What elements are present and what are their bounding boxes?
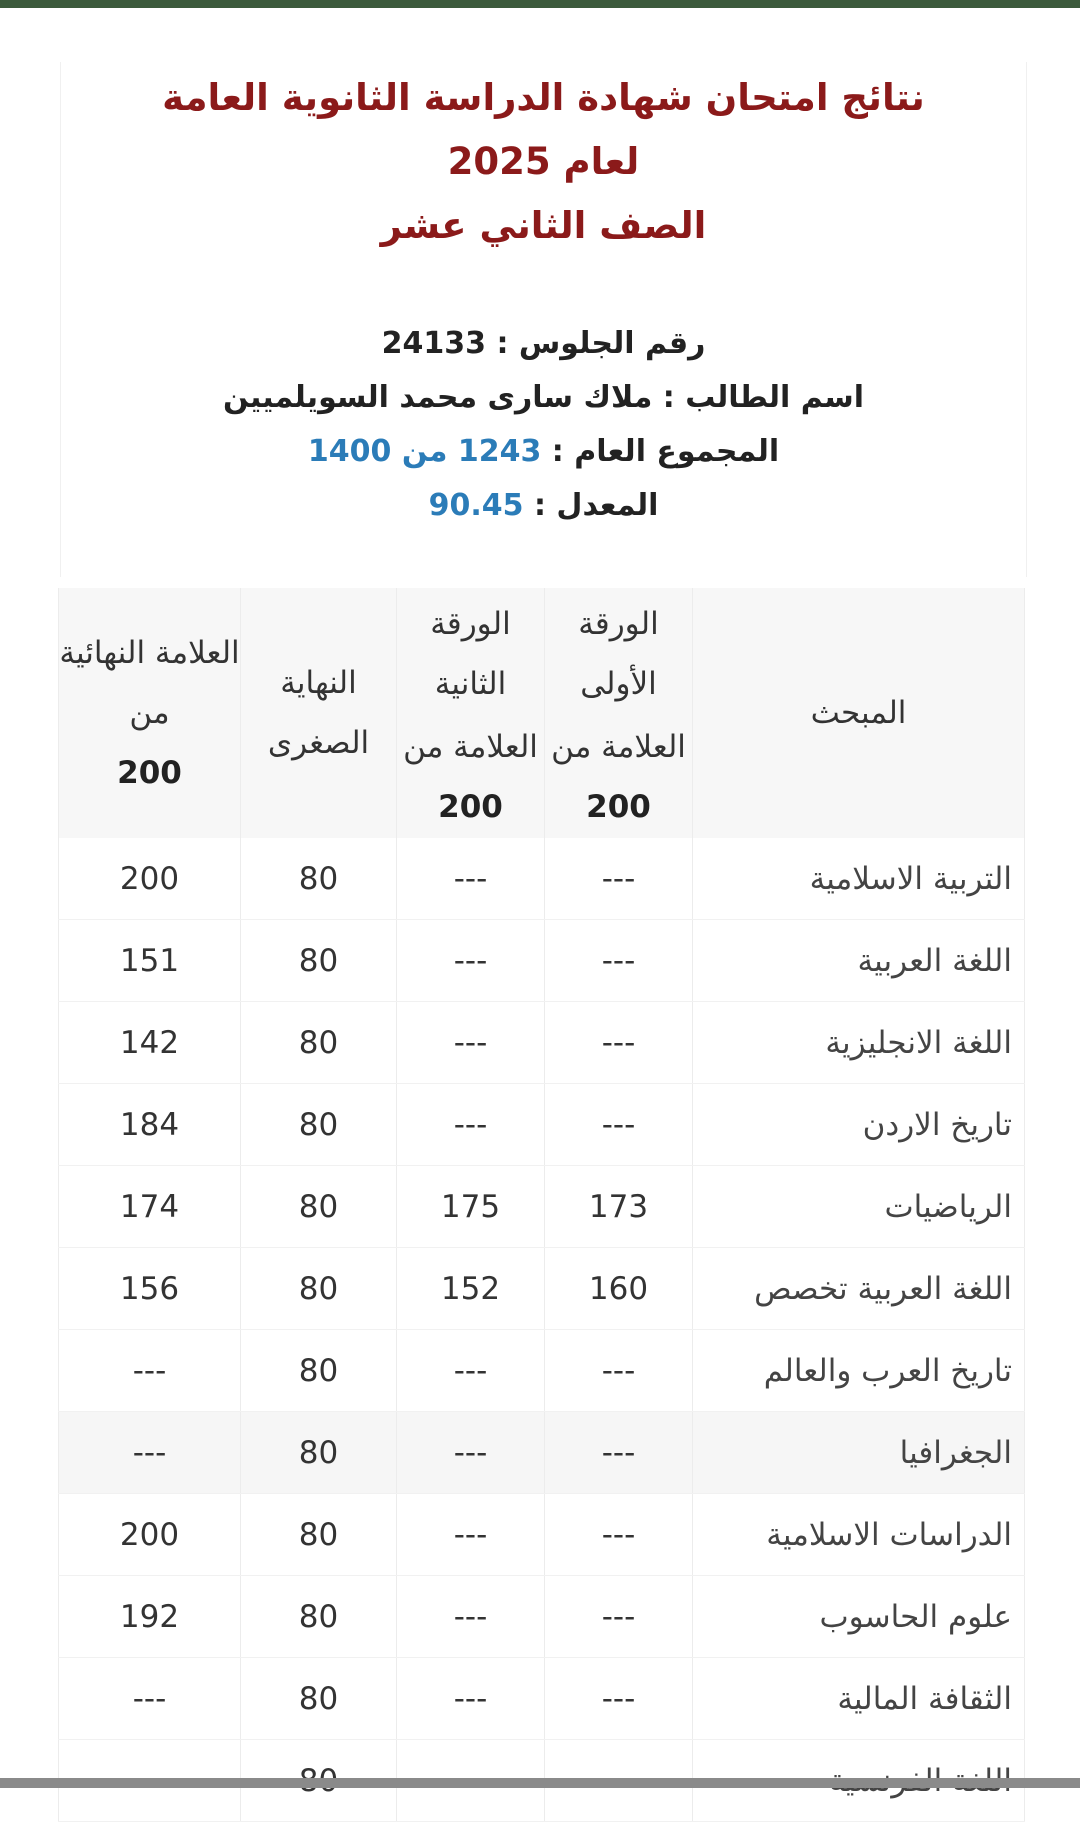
- table-row: [59, 1166, 1025, 1248]
- total-label: المجموع العام :: [551, 434, 780, 469]
- total-value: 1243 من 1400: [307, 434, 542, 469]
- min-end-cell: 80: [241, 1248, 397, 1330]
- min-end-cell: 80: [241, 1494, 397, 1576]
- bottom-scroll-bar: [0, 1778, 1080, 1788]
- paper2-cell: ---: [397, 1412, 545, 1494]
- paper1-cell: ---: [545, 1658, 693, 1740]
- seat-number-line: [61, 326, 1026, 361]
- final-cell: 156: [59, 1248, 241, 1330]
- grade-level: الصف الثاني عشر: [380, 204, 707, 247]
- average-label: المعدل :: [533, 488, 659, 523]
- paper1-cell: ---: [545, 1002, 693, 1084]
- paper2-cell: 152: [397, 1248, 545, 1330]
- paper1-cell: ---: [545, 838, 693, 920]
- table-row: [59, 1412, 1025, 1494]
- min-end-cell: 80: [241, 1576, 397, 1658]
- results-header: [60, 62, 1027, 577]
- final-cell: 142: [59, 1002, 241, 1084]
- min-end-cell: 80: [241, 920, 397, 1002]
- table-row: [59, 1002, 1025, 1084]
- table-row: [59, 920, 1025, 1002]
- paper2-cell: ---: [397, 1494, 545, 1576]
- final-cell: 200: [59, 1494, 241, 1576]
- final-cell: ---: [59, 1412, 241, 1494]
- subject-cell: التربية الاسلامية: [693, 838, 1025, 920]
- student-name-line: [61, 380, 1026, 415]
- header-paper2-outof: العلامة من 200: [397, 715, 545, 838]
- subject-cell: الجغرافيا: [693, 1412, 1025, 1494]
- table-row: [59, 838, 1025, 920]
- min-end-cell: 80: [241, 1084, 397, 1166]
- seat-number: 24133: [381, 326, 486, 361]
- min-end-cell: 80: [241, 1658, 397, 1740]
- table-row: [59, 1248, 1025, 1330]
- table-row: [59, 1576, 1025, 1658]
- subject-cell: اللغة العربية تخصص: [693, 1248, 1025, 1330]
- page-title: نتائج امتحان شهادة الدراسة الثانوية العامة: [162, 76, 925, 119]
- subject-cell: اللغة الانجليزية: [693, 1002, 1025, 1084]
- min-end-cell: 80: [241, 1166, 397, 1248]
- paper2-cell: ---: [397, 838, 545, 920]
- table-row: [59, 1494, 1025, 1576]
- seat-label: رقم الجلوس :: [496, 326, 706, 361]
- final-cell: 151: [59, 920, 241, 1002]
- final-cell: 184: [59, 1084, 241, 1166]
- header-paper1: الورقة الأولى: [545, 588, 693, 715]
- exam-year: لعام 2025: [447, 140, 640, 183]
- final-cell: 174: [59, 1166, 241, 1248]
- name-label: اسم الطالب :: [662, 380, 865, 415]
- min-end-cell: 80: [241, 1412, 397, 1494]
- header-subject: المبحث: [693, 588, 1025, 838]
- min-end-cell: 80: [241, 1330, 397, 1412]
- header-paper1-outof: العلامة من 200: [545, 715, 693, 838]
- paper1-cell: ---: [545, 1494, 693, 1576]
- final-cell: ---: [59, 1330, 241, 1412]
- average-line: [61, 488, 1026, 523]
- final-cell: 192: [59, 1576, 241, 1658]
- subject-cell: الرياضيات: [693, 1166, 1025, 1248]
- paper2-cell: ---: [397, 1576, 545, 1658]
- results-table: [58, 588, 1025, 1822]
- paper1-cell: ---: [545, 1084, 693, 1166]
- student-name: ملاك سارى محمد السويلميين: [222, 380, 653, 415]
- header-final: العلامة النهائية من 200: [59, 588, 241, 838]
- table-row: [59, 1330, 1025, 1412]
- header-paper2: الورقة الثانية: [397, 588, 545, 715]
- subject-cell: الدراسات الاسلامية: [693, 1494, 1025, 1576]
- subject-cell: اللغة العربية: [693, 920, 1025, 1002]
- top-status-bar: [0, 0, 1080, 8]
- min-end-cell: 80: [241, 1002, 397, 1084]
- final-cell: 200: [59, 838, 241, 920]
- average-value: 90.45: [428, 488, 524, 523]
- subject-cell: علوم الحاسوب: [693, 1576, 1025, 1658]
- paper1-cell: ---: [545, 1576, 693, 1658]
- paper2-cell: ---: [397, 1658, 545, 1740]
- paper1-cell: ---: [545, 1330, 693, 1412]
- header-min-end: النهاية الصغرى: [241, 588, 397, 838]
- paper2-cell: ---: [397, 920, 545, 1002]
- subject-cell: تاريخ الاردن: [693, 1084, 1025, 1166]
- paper2-cell: ---: [397, 1084, 545, 1166]
- paper2-cell: ---: [397, 1330, 545, 1412]
- paper1-cell: 173: [545, 1166, 693, 1248]
- paper1-cell: 160: [545, 1248, 693, 1330]
- final-cell: ---: [59, 1658, 241, 1740]
- table-row: [59, 1658, 1025, 1740]
- min-end-cell: 80: [241, 838, 397, 920]
- subject-cell: تاريخ العرب والعالم: [693, 1330, 1025, 1412]
- paper1-cell: ---: [545, 1412, 693, 1494]
- paper1-cell: ---: [545, 920, 693, 1002]
- subject-cell: الثقافة المالية: [693, 1658, 1025, 1740]
- paper2-cell: ---: [397, 1002, 545, 1084]
- table-row: [59, 1084, 1025, 1166]
- total-line: [61, 434, 1026, 469]
- paper2-cell: 175: [397, 1166, 545, 1248]
